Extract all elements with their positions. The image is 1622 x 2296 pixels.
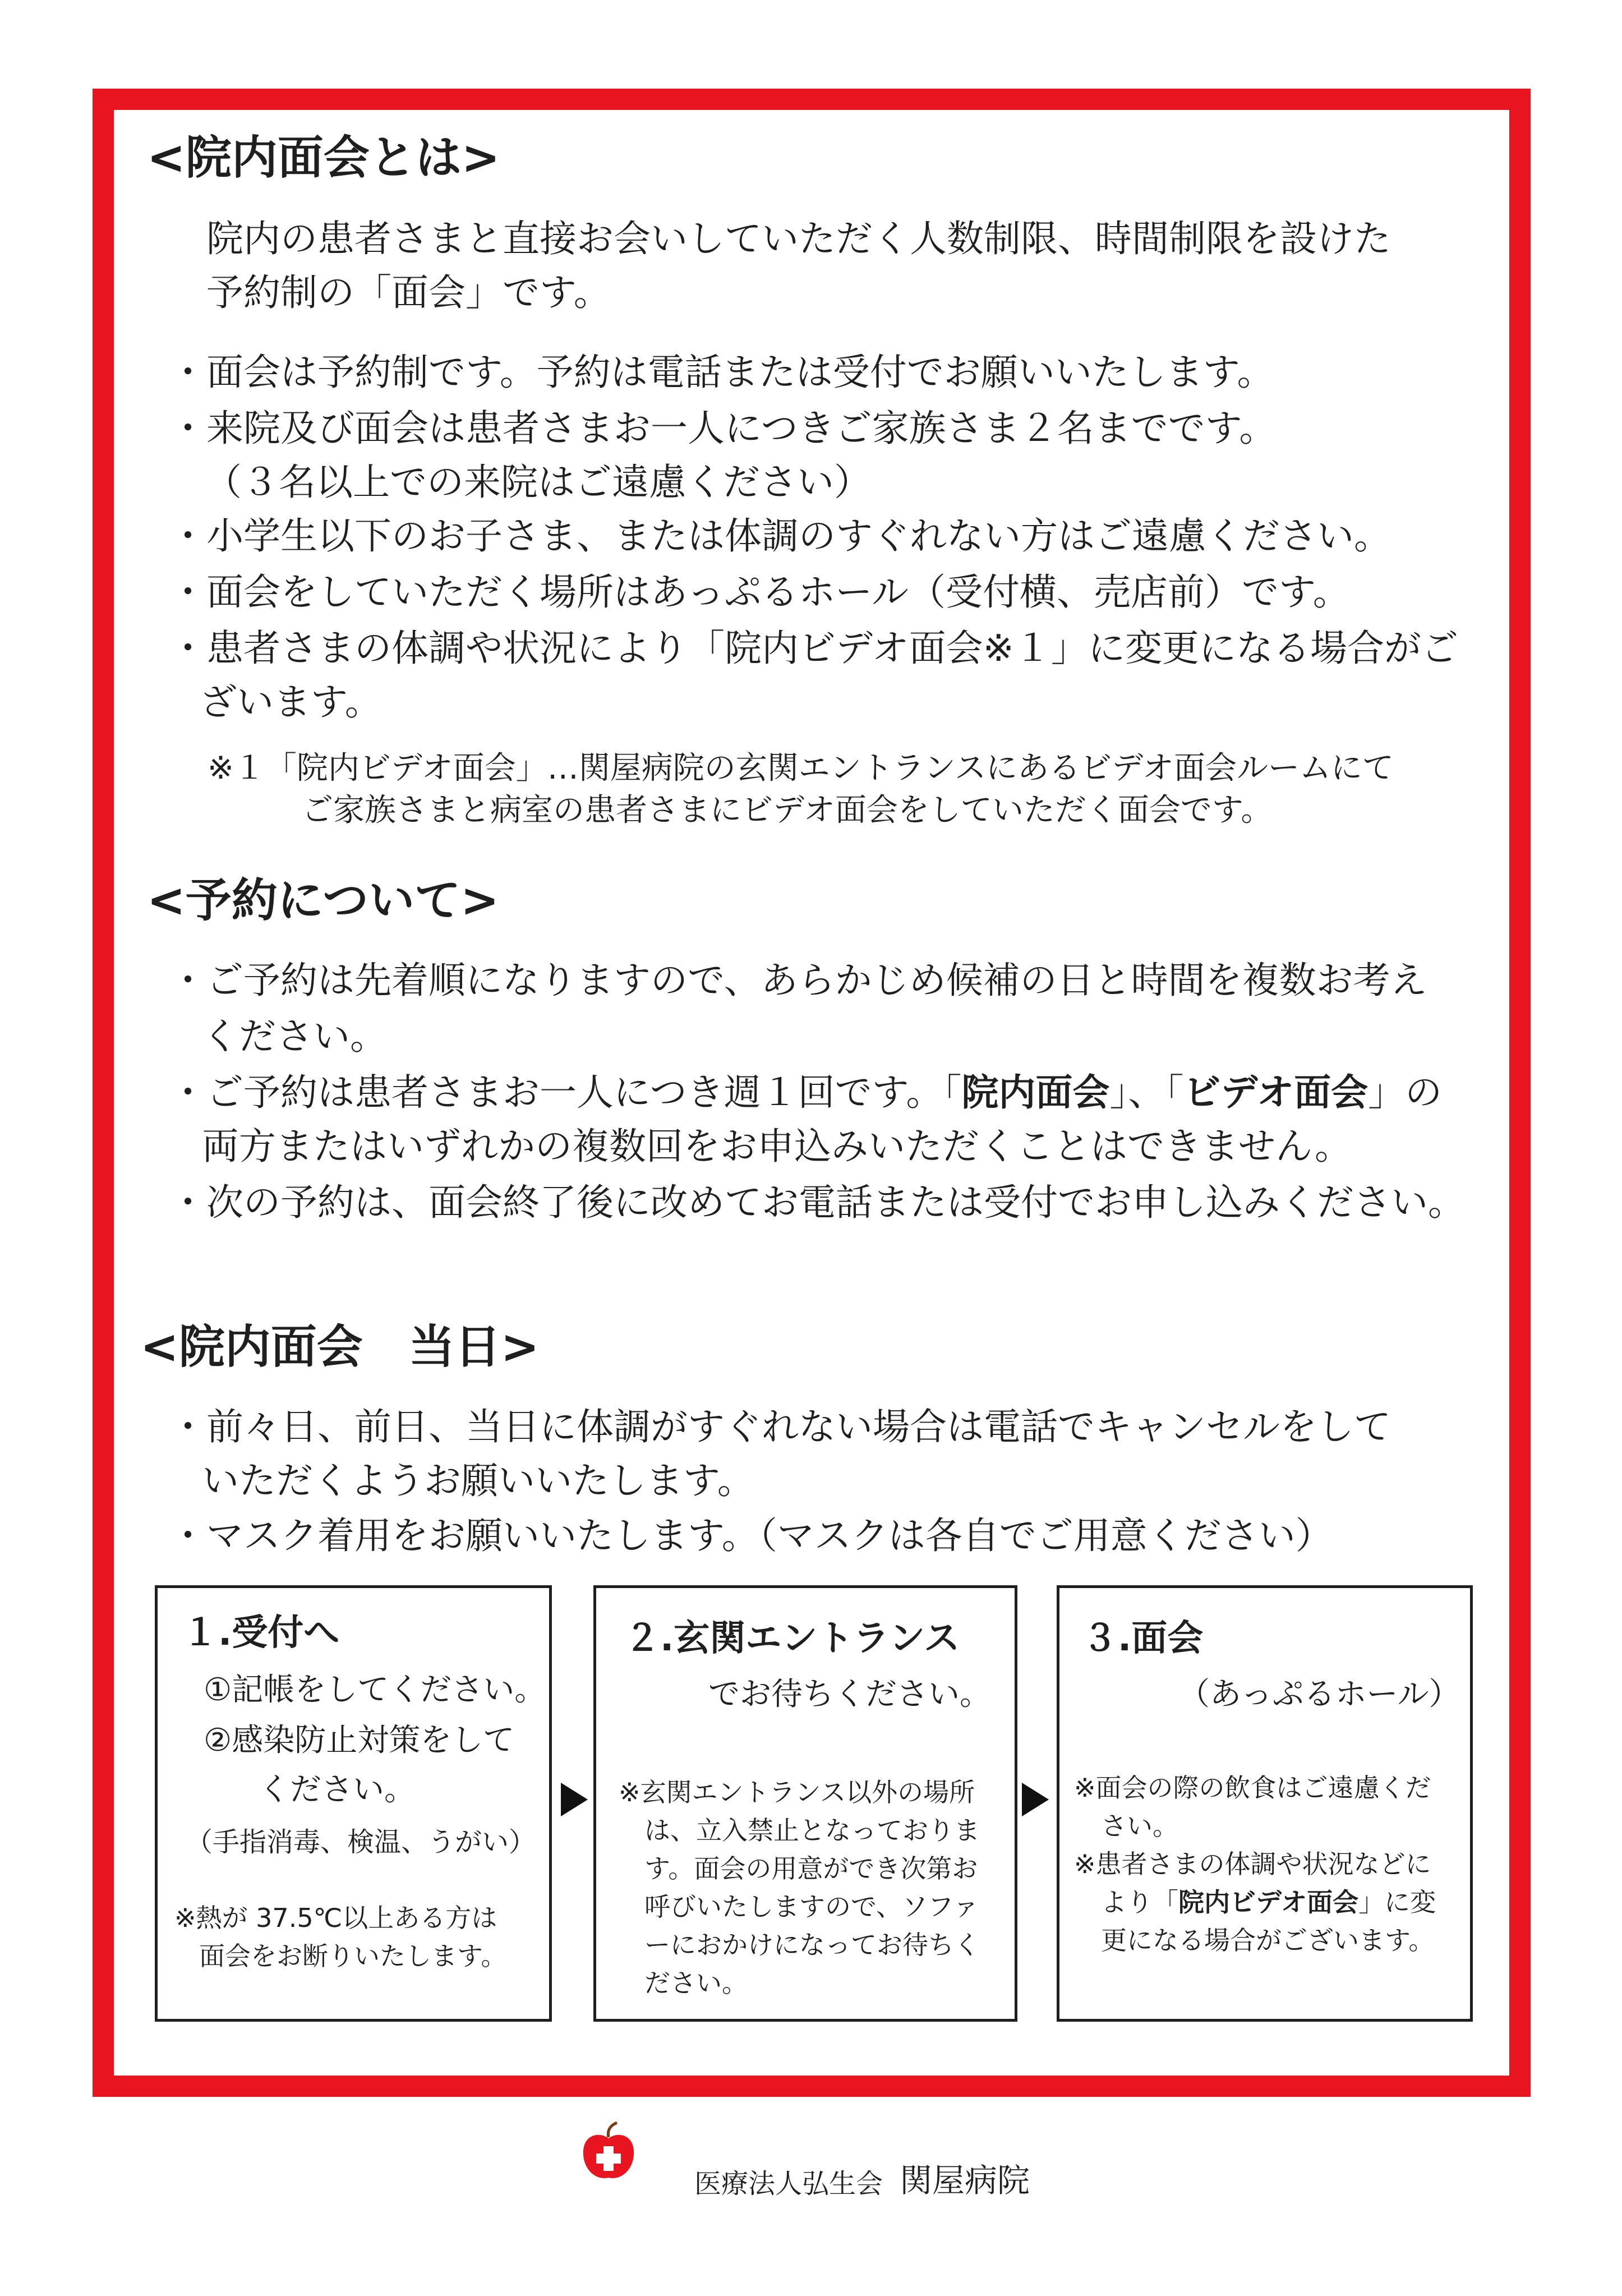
step-line: でお待ちください。 [708, 1676, 991, 1713]
step-box-meeting [1057, 1585, 1473, 2022]
step-line: ①記帳をしてください。 [204, 1672, 546, 1708]
step-note [1101, 1883, 1436, 1921]
about-bullet: ・患者さまの体調や状況により「院内ビデオ面会※１」に変更になる場合がご [169, 627, 1458, 670]
step-note: す。面会の用意ができ次第お [644, 1853, 978, 1884]
step-note: ※玄関エントランス以外の場所 [619, 1777, 975, 1807]
step-box-reception [155, 1585, 552, 2022]
step-title: ２.玄関エントランス [624, 1618, 960, 1659]
step-title: １.受付へ [182, 1612, 340, 1654]
reservation-line-cont: ください。 [202, 1015, 387, 1058]
about-intro-line-2: 予約制の「面会」です。 [206, 271, 611, 314]
day-line: ・前々日、前日、当日に体調がすぐれない場合は電話でキャンセルをして [169, 1405, 1391, 1448]
reservation-bold-text: ビデオ面会 [1183, 1071, 1368, 1114]
reservation-text: 」、「 [1109, 1071, 1184, 1114]
step-note: ※面会の際の飲食はご遠慮くだ [1074, 1773, 1431, 1803]
about-bullet-cont: ざいます。 [200, 680, 382, 724]
section-heading-day: <院内面会 当日> [140, 1320, 540, 1374]
step-note: は、立入禁止となっておりま [644, 1815, 980, 1846]
step-note-text: より「 [1101, 1887, 1178, 1917]
step-note: ※熱が 37.5℃以上ある方は [174, 1903, 497, 1933]
about-bullet: ・面会は予約制です。予約は電話または受付でお願いいたします。 [169, 351, 1274, 394]
reservation-bold-text: 院内面会 [961, 1071, 1110, 1114]
day-line-cont: いただくようお願いいたします。 [202, 1459, 754, 1502]
footer-hospital-name: 関屋病院 [900, 2161, 1030, 2200]
step-sub: （手指消毒、検温、うがい） [186, 1826, 536, 1858]
about-bullet: ・小学生以下のお子さま、または体調のすぐれない方はご遠慮ください。 [169, 514, 1391, 558]
reservation-line: ・次の予約は、面会終了後に改めてお電話または受付でお申し込みください。 [169, 1181, 1465, 1224]
step-note: ーにおかけになってお待ちく [644, 1930, 980, 1960]
section-heading-reservation: <予約について> [147, 874, 499, 927]
step-note-text: 」に変 [1358, 1887, 1436, 1917]
step-note: さい。 [1101, 1811, 1178, 1841]
step-note-bold: 院内ビデオ面会 [1178, 1887, 1359, 1917]
reservation-line-cont: 両方またはいずれかの複数回をお申込みいただくことはできません。 [202, 1125, 1352, 1168]
arrow-right-icon [1022, 1783, 1049, 1816]
reservation-line [169, 1066, 1442, 1120]
day-line: ・マスク着用をお願いいたします。（マスクは各自でご用意ください） [169, 1514, 1333, 1557]
footer-org-name: 医療法人弘生会 [694, 2168, 883, 2200]
step-note: ださい。 [644, 1968, 748, 1998]
about-intro-line-1: 院内の患者さまと直接お会いしていただく人数制限、時間制限を設けた [206, 217, 1391, 260]
step-line: ください。 [259, 1772, 416, 1808]
reservation-text: ・ご予約は患者さまお一人につき週１回です。「 [169, 1071, 962, 1114]
about-bullet: ・面会をしていただく場所はあっぷるホール（受付横、売店前）です。 [169, 570, 1350, 614]
about-footnote-line-2: ご家族さまと病室の患者さまにビデオ面会をしていただく面会です。 [302, 792, 1273, 829]
step-title: ３.面会 [1082, 1618, 1204, 1659]
reservation-text: 」の [1368, 1071, 1443, 1114]
hospital-logo-icon [566, 2109, 651, 2193]
step-box-entrance [593, 1585, 1017, 2022]
about-bullet: ・来院及び面会は患者さまお一人につきご家族さま２名までです。 [169, 407, 1277, 450]
step-note: 呼びいたしますので、ソファ [644, 1892, 979, 1922]
step-line: （あっぷるホール） [1178, 1676, 1460, 1713]
section-heading-about: <院内面会とは> [147, 131, 500, 185]
arrow-right-icon [561, 1783, 588, 1816]
step-note: ※患者さまの体調や状況などに [1074, 1849, 1431, 1879]
about-footnote-line-1: ※１「院内ビデオ面会」…関屋病院の玄関エントランスにあるビデオ面会ルームにて [208, 750, 1394, 786]
step-note: 面会をお断りいたします。 [199, 1941, 507, 1971]
reservation-line: ・ご予約は先着順になりますので、あらかじめ候補の日と時間を複数お考え [169, 959, 1427, 1002]
step-note: 更になる場合がございます。 [1101, 1925, 1435, 1955]
about-bullet-cont: （３名以上での来院はご遠慮ください） [205, 461, 871, 504]
step-line: ②感染防止対策をして [204, 1722, 515, 1759]
